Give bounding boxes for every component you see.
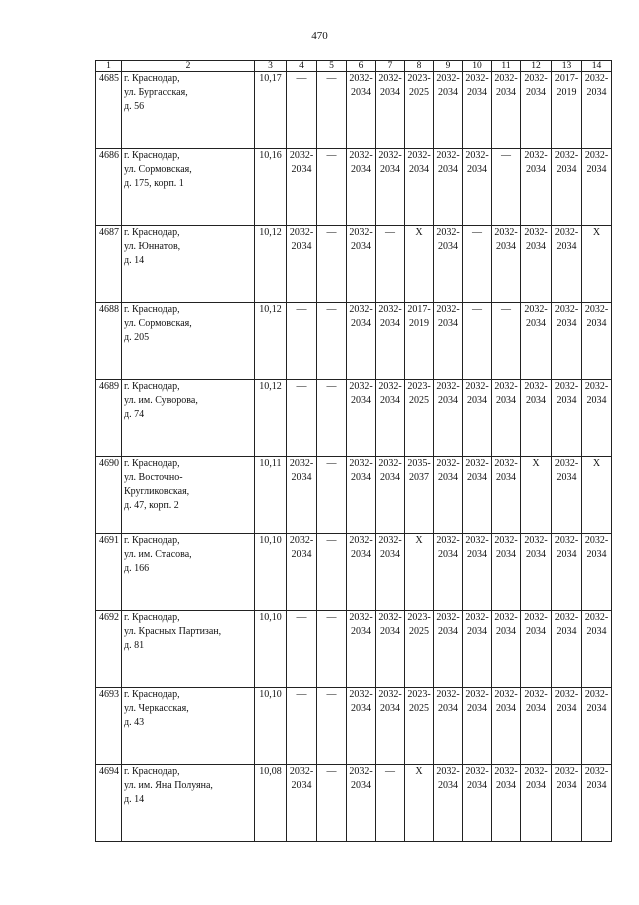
row-number: 4692	[96, 611, 122, 688]
address-cell	[122, 457, 255, 534]
year-cell: 2032- 2034	[376, 611, 405, 688]
year-cell: 2032- 2034	[552, 765, 582, 842]
address-line: г. Краснодар,	[124, 458, 180, 469]
year-cell: —	[463, 226, 492, 303]
year-cell: 2032- 2034	[434, 149, 463, 226]
year-cell: 2032- 2034	[521, 72, 552, 149]
year-cell: 2032- 2034	[552, 534, 582, 611]
address-line: ул. Черкасская,	[124, 703, 189, 714]
area-cell: 10,10	[255, 534, 287, 611]
year-cell: 2032- 2034	[434, 303, 463, 380]
header-cell: 2	[122, 61, 255, 72]
row-number: 4693	[96, 688, 122, 765]
year-cell: 2032- 2034	[463, 457, 492, 534]
year-cell: 2032- 2034	[376, 457, 405, 534]
year-cell: 2032- 2034	[463, 534, 492, 611]
year-cell: 2032- 2034	[582, 380, 612, 457]
year-cell: X	[405, 765, 434, 842]
address-line: ул. Бургасская,	[124, 87, 188, 98]
year-cell: 2032- 2034	[463, 611, 492, 688]
year-cell: 2032- 2034	[492, 611, 521, 688]
year-cell: 2032- 2034	[434, 226, 463, 303]
year-cell: 2032- 2034	[347, 688, 376, 765]
year-cell: X	[582, 226, 612, 303]
address-line: ул. Сормовская,	[124, 164, 192, 175]
row-number: 4686	[96, 149, 122, 226]
year-cell: 2032- 2034	[347, 765, 376, 842]
year-cell: 2032- 2034	[463, 765, 492, 842]
table-row	[96, 611, 612, 688]
year-cell: 2023- 2025	[405, 380, 434, 457]
address-line: г. Краснодар,	[124, 689, 180, 700]
year-cell: 2032- 2034	[347, 380, 376, 457]
address-cell	[122, 72, 255, 149]
year-cell: —	[287, 380, 317, 457]
address-line: г. Краснодар,	[124, 381, 180, 392]
address-line: д. 14	[124, 255, 145, 266]
area-cell: 10,10	[255, 611, 287, 688]
year-cell: X	[521, 457, 552, 534]
year-cell: 2032- 2034	[463, 688, 492, 765]
address-line: ул. им. Яна Полуяна,	[124, 780, 213, 791]
header-cell: 11	[492, 61, 521, 72]
year-cell: 2032- 2034	[582, 765, 612, 842]
year-cell: —	[317, 380, 347, 457]
year-cell: 2032- 2034	[552, 611, 582, 688]
year-cell: 2032- 2034	[376, 303, 405, 380]
address-cell	[122, 303, 255, 380]
table-row	[96, 226, 612, 303]
register-table	[95, 60, 612, 842]
area-cell: 10,17	[255, 72, 287, 149]
year-cell: —	[463, 303, 492, 380]
year-cell: 2032- 2034	[434, 72, 463, 149]
year-cell: 2032- 2034	[521, 303, 552, 380]
year-cell: —	[287, 303, 317, 380]
address-line: д. 81	[124, 640, 145, 651]
address-line: г. Краснодар,	[124, 150, 180, 161]
year-cell: 2032- 2034	[376, 149, 405, 226]
area-cell: 10,10	[255, 688, 287, 765]
year-cell: 2032- 2034	[521, 534, 552, 611]
address-line: д. 205	[124, 332, 150, 343]
address-line: г. Краснодар,	[124, 73, 180, 84]
row-number: 4689	[96, 380, 122, 457]
address-line: г. Краснодар,	[124, 612, 180, 623]
address-line: д. 175, корп. 1	[124, 178, 184, 189]
year-cell: 2032- 2034	[582, 72, 612, 149]
year-cell: 2032- 2034	[552, 303, 582, 380]
year-cell: 2032- 2034	[376, 534, 405, 611]
year-cell: 2032- 2034	[521, 380, 552, 457]
year-cell: 2032- 2034	[582, 688, 612, 765]
address-line: ул. Сормовская,	[124, 318, 192, 329]
year-cell: 2032- 2034	[552, 380, 582, 457]
header-cell: 7	[376, 61, 405, 72]
header-cell: 6	[347, 61, 376, 72]
header-cell: 10	[463, 61, 492, 72]
year-cell: 2032- 2034	[492, 457, 521, 534]
year-cell: 2032- 2034	[492, 72, 521, 149]
year-cell: 2032- 2034	[463, 72, 492, 149]
year-cell: 2032- 2034	[376, 688, 405, 765]
year-cell: 2023- 2025	[405, 72, 434, 149]
row-number: 4685	[96, 72, 122, 149]
address-line: д. 74	[124, 409, 145, 420]
year-cell: —	[317, 611, 347, 688]
year-cell: 2032- 2034	[434, 534, 463, 611]
address-cell	[122, 149, 255, 226]
year-cell: 2032- 2034	[434, 611, 463, 688]
address-line: ул. им. Стасова,	[124, 549, 192, 560]
year-cell: —	[317, 149, 347, 226]
area-cell: 10,08	[255, 765, 287, 842]
address-line: д. 47, корп. 2	[124, 500, 179, 511]
address-line: ул. Красных Партизан,	[124, 626, 222, 637]
year-cell: —	[317, 457, 347, 534]
year-cell: 2032- 2034	[521, 149, 552, 226]
area-cell: 10,11	[255, 457, 287, 534]
row-number: 4690	[96, 457, 122, 534]
year-cell: 2032- 2034	[521, 611, 552, 688]
year-cell: 2032- 2034	[287, 226, 317, 303]
address-line: г. Краснодар,	[124, 304, 180, 315]
header-cell: 5	[317, 61, 347, 72]
table-row	[96, 380, 612, 457]
year-cell: —	[376, 765, 405, 842]
area-cell: 10,12	[255, 303, 287, 380]
year-cell: 2032- 2034	[521, 688, 552, 765]
year-cell: 2032- 2034	[492, 534, 521, 611]
header-cell: 13	[552, 61, 582, 72]
year-cell: —	[317, 72, 347, 149]
year-cell: X	[405, 226, 434, 303]
year-cell: 2032- 2034	[492, 226, 521, 303]
row-number: 4687	[96, 226, 122, 303]
address-cell	[122, 226, 255, 303]
address-line: г. Краснодар,	[124, 766, 180, 777]
header-cell: 9	[434, 61, 463, 72]
year-cell: —	[317, 303, 347, 380]
table-row	[96, 534, 612, 611]
year-cell: 2032- 2034	[552, 226, 582, 303]
address-line: ул. Юннатов,	[124, 241, 181, 252]
year-cell: —	[317, 688, 347, 765]
year-cell: 2032- 2034	[434, 457, 463, 534]
header-cell: 8	[405, 61, 434, 72]
row-number: 4691	[96, 534, 122, 611]
year-cell: 2032- 2034	[347, 534, 376, 611]
year-cell: 2032- 2034	[347, 303, 376, 380]
year-cell: —	[287, 688, 317, 765]
header-cell: 14	[582, 61, 612, 72]
year-cell: 2032- 2034	[492, 380, 521, 457]
address-line: д. 14	[124, 794, 145, 805]
year-cell: —	[376, 226, 405, 303]
row-number: 4688	[96, 303, 122, 380]
year-cell: —	[317, 534, 347, 611]
year-cell: 2032- 2034	[582, 534, 612, 611]
address-cell	[122, 534, 255, 611]
year-cell: 2032- 2034	[405, 149, 434, 226]
year-cell: —	[492, 149, 521, 226]
year-cell: 2032- 2034	[287, 457, 317, 534]
year-cell: 2032- 2034	[492, 688, 521, 765]
year-cell: 2032- 2034	[463, 149, 492, 226]
year-cell: 2032- 2034	[521, 226, 552, 303]
year-cell: 2032- 2034	[552, 688, 582, 765]
address-cell	[122, 765, 255, 842]
year-cell: 2017- 2019	[405, 303, 434, 380]
header-cell: 1	[96, 61, 122, 72]
year-cell: 2032- 2034	[582, 303, 612, 380]
header-row	[96, 61, 612, 72]
address-line: ул. им. Суворова,	[124, 395, 198, 406]
year-cell: 2032- 2034	[521, 765, 552, 842]
table-row	[96, 72, 612, 149]
year-cell: 2032- 2034	[347, 611, 376, 688]
year-cell: 2032- 2034	[582, 149, 612, 226]
year-cell: 2032- 2034	[376, 72, 405, 149]
year-cell: —	[492, 303, 521, 380]
header-cell: 4	[287, 61, 317, 72]
year-cell: 2032- 2034	[434, 380, 463, 457]
page-number: 470	[311, 30, 328, 42]
table-row	[96, 149, 612, 226]
table-row	[96, 688, 612, 765]
address-line: д. 166	[124, 563, 150, 574]
table-row	[96, 303, 612, 380]
year-cell: 2032- 2034	[434, 765, 463, 842]
year-cell: 2032- 2034	[347, 149, 376, 226]
year-cell: X	[582, 457, 612, 534]
year-cell: —	[317, 765, 347, 842]
year-cell: 2032- 2034	[347, 72, 376, 149]
year-cell: 2017- 2019	[552, 72, 582, 149]
year-cell: 2032- 2034	[463, 380, 492, 457]
address-line: д. 56	[124, 101, 145, 112]
address-line: Кругликовская,	[124, 486, 190, 497]
area-cell: 10,16	[255, 149, 287, 226]
year-cell: 2032- 2034	[552, 149, 582, 226]
year-cell: 2032- 2034	[287, 149, 317, 226]
year-cell: 2032- 2034	[552, 457, 582, 534]
address-line: ул. Восточно-	[124, 472, 183, 483]
header-cell: 12	[521, 61, 552, 72]
year-cell: —	[287, 611, 317, 688]
year-cell: 2023- 2025	[405, 611, 434, 688]
row-number: 4694	[96, 765, 122, 842]
year-cell: 2023- 2025	[405, 688, 434, 765]
year-cell: 2032- 2034	[287, 765, 317, 842]
year-cell: 2032- 2034	[347, 457, 376, 534]
area-cell: 10,12	[255, 226, 287, 303]
area-cell: 10,12	[255, 380, 287, 457]
address-line: г. Краснодар,	[124, 227, 180, 238]
year-cell: 2032- 2034	[434, 688, 463, 765]
address-line: г. Краснодар,	[124, 535, 180, 546]
year-cell: 2032- 2034	[582, 611, 612, 688]
year-cell: 2032- 2034	[287, 534, 317, 611]
year-cell: 2032- 2034	[376, 380, 405, 457]
year-cell: —	[287, 72, 317, 149]
table-row	[96, 765, 612, 842]
address-line: д. 43	[124, 717, 145, 728]
table-row	[96, 457, 612, 534]
year-cell: X	[405, 534, 434, 611]
address-cell	[122, 380, 255, 457]
year-cell: 2032- 2034	[347, 226, 376, 303]
table-body	[96, 61, 612, 842]
address-cell	[122, 611, 255, 688]
address-cell	[122, 688, 255, 765]
year-cell: —	[317, 226, 347, 303]
header-cell: 3	[255, 61, 287, 72]
year-cell: 2032- 2034	[492, 765, 521, 842]
year-cell: 2035- 2037	[405, 457, 434, 534]
